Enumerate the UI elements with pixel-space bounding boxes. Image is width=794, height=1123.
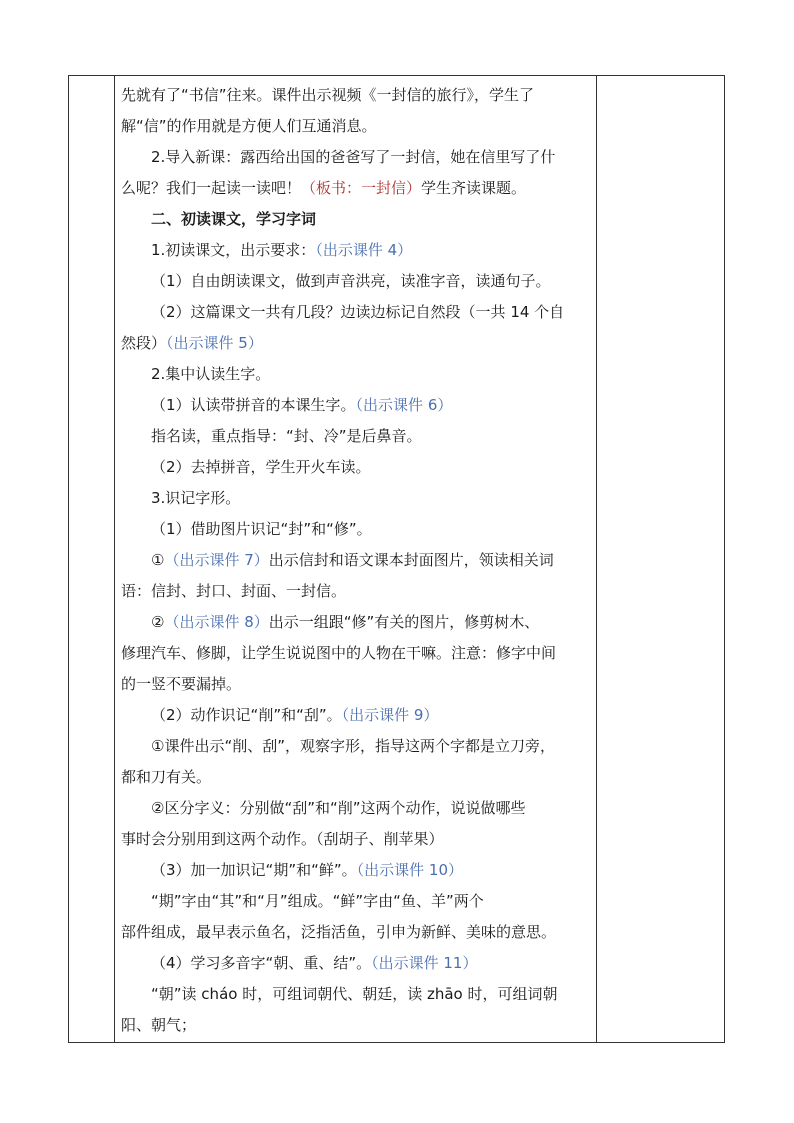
courseware-ref: （出示课件 4）: [315, 241, 413, 259]
text-line: 2.导入新课：露西给出国的爸爸写了一封信，她在信里写了什: [151, 148, 556, 166]
courseware-ref: （出示课件 10）: [356, 861, 463, 879]
lesson-table: [68, 75, 725, 1043]
text-line: ①课件出示“削、刮”，观察字形，指导这两个字都是立刀旁，: [151, 737, 555, 755]
text-line: 然段）（出示课件 5）: [121, 334, 263, 352]
text-line: 3.识记字形。: [151, 489, 241, 507]
section-heading: 二、初读课文，学习字词: [151, 210, 317, 228]
text-line: 2.集中认读生字。: [151, 365, 271, 383]
text-line: 么呢？我们一起读一读吧！（板书：一封信）学生齐读课题。: [121, 179, 527, 197]
lesson-content: [121, 80, 591, 1041]
column-divider-left: [114, 76, 115, 1042]
courseware-ref: （出示课件 8）: [164, 613, 269, 631]
text-line: （2）这篇课文一共有几段？边读边标记自然段（一共 14 个自: [151, 303, 565, 321]
text-line: 1.初读课文，出示要求：（出示课件 4）: [151, 241, 413, 259]
text-line: （1）借助图片识记“封”和“修”。: [151, 520, 372, 538]
text-line: 部件组成，最早表示鱼名，泛指活鱼，引申为新鲜、美味的意思。: [121, 923, 557, 941]
courseware-ref: （出示课件 11）: [371, 954, 478, 972]
column-divider-right: [596, 76, 597, 1042]
courseware-ref: （出示课件 9）: [341, 706, 439, 724]
text-line: 先就有了“书信”往来。课件出示视频《一封信的旅行》，学生了: [121, 86, 535, 104]
text-line: “朝”读 cháo 时，可组词朝代、朝廷，读 zhāo 时，可组词朝: [151, 985, 558, 1003]
text-line: 阳、朝气；: [121, 1016, 197, 1034]
text-line: （1）认读带拼音的本课生字。（出示课件 6）: [151, 396, 453, 414]
text-line: （2）去掉拼音，学生开火车读。: [151, 458, 371, 476]
text-line: 事时会分别用到这两个动作。（刮胡子、削苹果）: [121, 830, 444, 848]
text-line: 都和刀有关。: [121, 768, 212, 786]
text-line: ②区分字义：分别做“刮”和“削”这两个动作，说说做哪些: [151, 799, 526, 817]
text-line: “期”字由“其”和“月”组成。“鲜”字由“鱼、羊”两个: [151, 892, 484, 910]
courseware-ref: （出示课件 5）: [166, 334, 263, 352]
text-line: 解“信”的作用就是方便人们互通消息。: [121, 117, 377, 135]
text-line: 修理汽车、修脚，让学生说说图中的人物在干嘛。注意：修字中间: [121, 644, 557, 662]
text-line: （1）自由朗读课文，做到声音洪亮，读准字音，读通句子。: [151, 272, 551, 290]
text-line: 的一竖不要漏掉。: [121, 675, 242, 693]
text-line: ①（出示课件 7）出示信封和语文课本封面图片，领读相关词: [151, 551, 554, 569]
text-line: （4）学习多音字“朝、重、结”。（出示课件 11）: [151, 954, 478, 972]
text-line: 语：信封、封口、封面、一封信。: [121, 582, 347, 600]
text-line: （2）动作识记“削”和“刮”。（出示课件 9）: [151, 706, 439, 724]
text-line: ②（出示课件 8）出示一组跟“修”有关的图片，修剪树木、: [151, 613, 540, 631]
blackboard-note: （板书：一封信）: [301, 179, 422, 197]
courseware-ref: （出示课件 6）: [355, 396, 453, 414]
text-line: 指名读，重点指导：“封、冷”是后鼻音。: [151, 427, 422, 445]
text-line: （3）加一加识记“期”和“鲜”。（出示课件 10）: [151, 861, 463, 879]
courseware-ref: （出示课件 7）: [164, 551, 269, 569]
